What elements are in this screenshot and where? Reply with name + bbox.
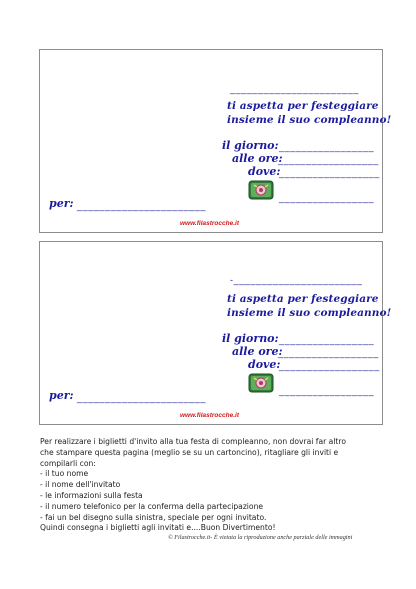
name-line: -_______________________ [230, 275, 363, 285]
name-line: _______________________ [230, 84, 359, 94]
instructions-line: compilarli con: [40, 458, 96, 468]
instructions-line: - fai un bel disegno sulla sinistra, speciale per ogni invitato. [40, 512, 267, 522]
where-label: dove: [248, 358, 281, 371]
where-label: dove: [248, 165, 281, 178]
where-line: __________________ [279, 168, 380, 178]
where-line: __________________ [279, 361, 380, 371]
time-label: alle ore: [232, 345, 283, 358]
day-label: il giorno: [222, 332, 279, 345]
for-line: _______________________ [77, 201, 206, 211]
day-line: _________________ [279, 335, 375, 345]
instructions-line: Per realizzare i biglietti d'invito alla tua festa di compleanno, non dovrai far altro [40, 437, 347, 446]
instructions-line: - il nome dell'invitato [40, 480, 121, 490]
time-line: __________________ [278, 348, 379, 358]
copyright-footer: © Filastrocche.it- È vietata la riproduzione anche parziale delle immagini [168, 534, 353, 541]
gift-line: _________________ [279, 386, 375, 396]
gift-line: _________________ [279, 193, 375, 203]
for-label: per: [49, 389, 74, 402]
website-link[interactable]: www.filastrocche.it [180, 412, 239, 419]
time-line: __________________ [278, 155, 379, 165]
day-label: il giorno: [222, 139, 279, 152]
website-link[interactable]: www.filastrocche.it [180, 220, 239, 227]
time-label: alle ore: [232, 152, 283, 165]
for-line: _______________________ [77, 393, 206, 403]
gift-icon [248, 180, 274, 200]
instructions-line: - il numero telefonico per la conferma della partecipazione [40, 501, 264, 511]
instructions-line: - il tuo nome [40, 469, 89, 479]
instructions-line: Quindi consegna i biglietti agli invitati e....Buon Divertimento! [40, 523, 276, 533]
instructions-line: che stampare questa pagina (meglio se su un cartoncino), ritagliare gli inviti e [40, 447, 339, 457]
for-label: per: [49, 197, 74, 210]
gift-icon [248, 373, 274, 393]
greeting-line-1: ti aspetta per festeggiare [227, 293, 379, 305]
invitation-card-2 [39, 241, 392, 425]
instructions [40, 437, 380, 534]
day-line: _________________ [279, 142, 375, 152]
greeting-line-2: insieme il suo compleanno! [227, 307, 392, 319]
invitation-card-1 [39, 49, 392, 233]
greeting-line-2: insieme il suo compleanno! [227, 114, 392, 126]
instructions-line: - le informazioni sulla festa [40, 490, 143, 500]
greeting-line-1: ti aspetta per festeggiare [227, 100, 379, 112]
